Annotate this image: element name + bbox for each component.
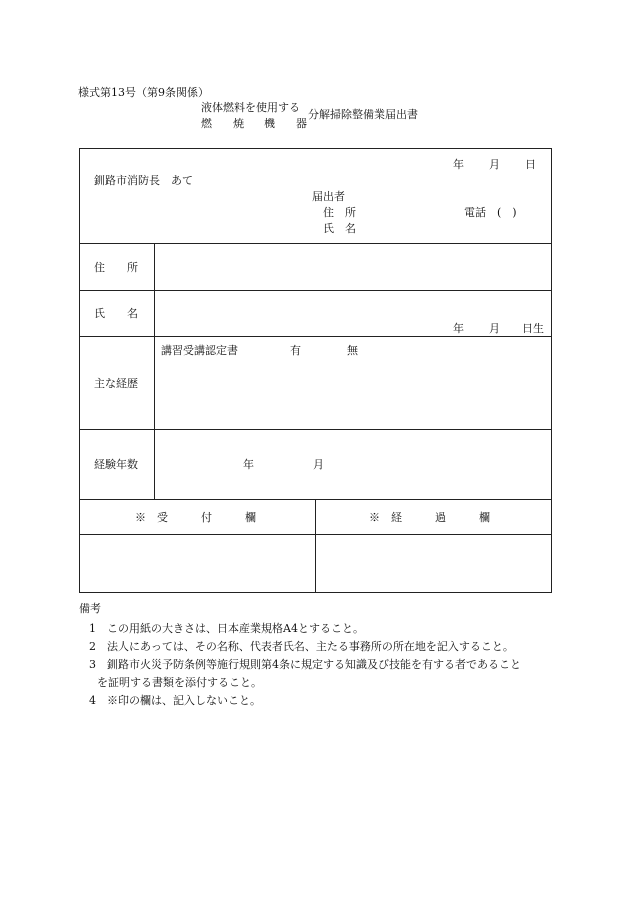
- name-row-label: 氏 名: [94, 307, 138, 320]
- label-column-divider: [154, 243, 155, 499]
- note-4: 4 ※印の欄は、記入しないこと。: [89, 694, 261, 707]
- address-row-label: 住 所: [94, 261, 138, 274]
- submitter-name-label: 氏 名: [323, 222, 356, 235]
- submitter-label: 届出者: [312, 190, 345, 203]
- header-day: 日: [525, 158, 536, 171]
- experience-month: 月: [313, 458, 324, 471]
- birth-month: 月: [489, 322, 500, 335]
- cert-no: 無: [347, 344, 358, 357]
- title-line2-char-4: 器: [296, 117, 307, 130]
- addressee: 釧路市消防長 あて: [94, 174, 193, 187]
- note-1: 1 この用紙の大きさは、日本産業規格A4とすること。: [89, 622, 364, 635]
- note-3-continued: を証明する書類を添付すること。: [97, 676, 262, 689]
- reception-field: [80, 536, 314, 592]
- cert-yes: 有: [290, 344, 301, 357]
- note-2: 2 法人にあっては、その名称、代表者氏名、主たる事務所の所在地を記入すること。: [89, 640, 514, 653]
- submitter-address-label: 住 所: [323, 206, 356, 219]
- career-row-label: 主な経歴: [94, 377, 138, 390]
- row-divider-header: [79, 243, 552, 244]
- experience-year: 年: [243, 458, 254, 471]
- title-line2-char-1: 燃: [201, 117, 212, 130]
- header-month: 月: [489, 158, 500, 171]
- title-suffix: 分解掃除整備業届出書: [308, 108, 418, 121]
- header-year: 年: [453, 158, 464, 171]
- footer-column-divider: [315, 499, 316, 593]
- progress-column-header: ※ 経 過 欄: [369, 511, 490, 524]
- row-divider-name: [79, 336, 552, 337]
- experience-row-label: 経験年数: [94, 458, 138, 471]
- row-divider-career: [79, 429, 552, 430]
- row-divider-address: [79, 290, 552, 291]
- progress-field: [317, 536, 551, 592]
- birth-day: 日生: [522, 322, 544, 335]
- title-line2-char-3: 機: [264, 117, 275, 130]
- name-field[interactable]: [156, 292, 550, 322]
- birth-year: 年: [453, 322, 464, 335]
- notes-heading: 備考: [79, 602, 101, 615]
- cert-label: 講習受講認定書: [161, 344, 238, 357]
- title-line2-char-2: 焼: [233, 117, 244, 130]
- note-3: 3 釧路市火災予防条例等施行規則第4条に規定する知識及び技能を有する者であること: [89, 658, 521, 671]
- submitter-phone-label: 電話 ( ): [464, 206, 517, 219]
- address-field[interactable]: [156, 245, 550, 289]
- reception-column-header: ※ 受 付 欄: [135, 511, 256, 524]
- career-field[interactable]: [156, 362, 550, 428]
- title-line1: 液体燃料を使用する: [201, 101, 300, 114]
- form-number: 様式第13号（第9条関係）: [78, 86, 209, 99]
